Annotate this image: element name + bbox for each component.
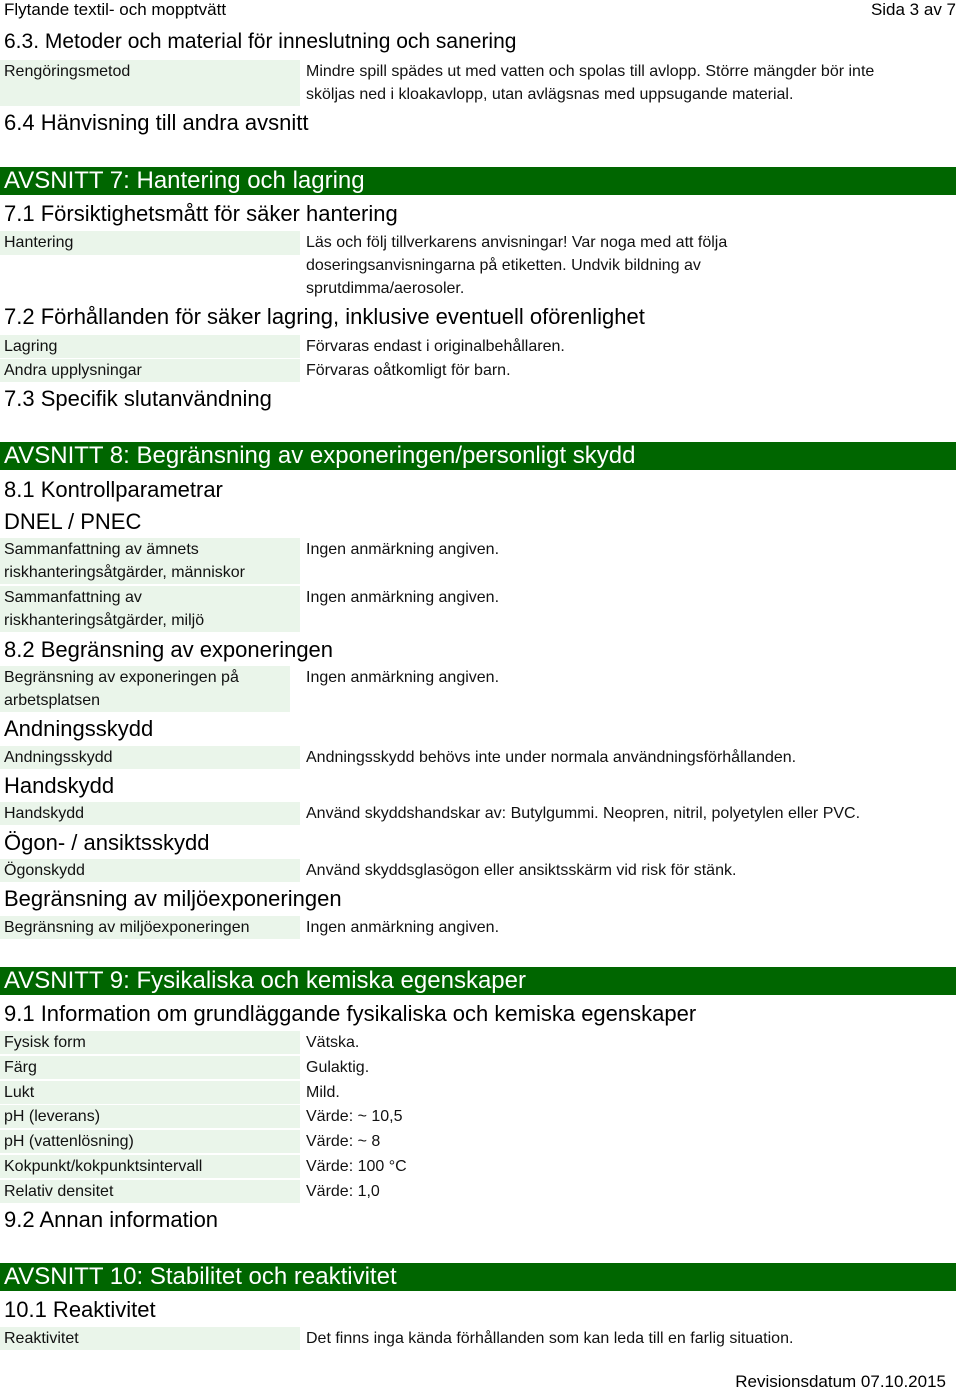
value-lukt: Mild. — [306, 1084, 340, 1101]
value-kokpunkt: Värde: 100 °C — [306, 1158, 407, 1175]
page-number: Sida 3 av 7 — [870, 0, 956, 19]
heading-7-2: 7.2 Förhållanden för säker lagring, inklusive eventuell oförenlighet — [4, 304, 645, 329]
label-sammanfattning-manniskor: Sammanfattning av ämnets riskhanteringsåtgärder, människor — [0, 538, 300, 584]
value-ogonskydd: Använd skyddsglasögon eller ansiktsskärm vid risk för stänk. — [306, 862, 737, 879]
label-relativ-densitet: Relativ densitet — [0, 1180, 300, 1203]
label-handskydd: Handskydd — [0, 802, 300, 825]
section-9-banner: AVSNITT 9: Fysikaliska och kemiska egenskaper — [0, 967, 956, 995]
heading-dnel-pnec: DNEL / PNEC — [4, 509, 142, 534]
value-fysisk-form: Vätska. — [306, 1034, 360, 1051]
heading-7-1: 7.1 Försiktighetsmått för säker hantering — [4, 201, 398, 226]
heading-andningsskydd: Andningsskydd — [4, 716, 154, 741]
value-handskydd: Använd skyddshandskar av: Butylgummi. Neopren, nitril, polyetylen eller PVC. — [306, 805, 861, 822]
value-begransning-arbetsplatsen: Ingen anmärkning angiven. — [306, 669, 500, 686]
label-begransning-arbetsplatsen: Begränsning av exponeringen på arbetsplatsen — [0, 666, 290, 712]
label-miljoexponering: Begränsning av miljöexponeringen — [0, 916, 300, 939]
label-ph-vattenlosning: pH (vattenlösning) — [0, 1130, 300, 1153]
heading-handskydd: Handskydd — [4, 773, 115, 798]
heading-8-1: 8.1 Kontrollparametrar — [4, 477, 223, 502]
section-10-banner: AVSNITT 10: Stabilitet och reaktivitet — [0, 1263, 956, 1291]
heading-9-2: 9.2 Annan information — [4, 1207, 219, 1232]
value-miljoexponering: Ingen anmärkning angiven. — [306, 919, 500, 936]
heading-6-4: 6.4 Hänvisning till andra avsnitt — [4, 110, 309, 135]
heading-9-1: 9.1 Information om grundläggande fysikaliska och kemiska egenskaper — [4, 1001, 697, 1026]
heading-miljoexponering: Begränsning av miljöexponeringen — [4, 886, 342, 911]
value-ph-leverans: Värde: ~ 10,5 — [306, 1108, 403, 1125]
label-farg: Färg — [0, 1056, 300, 1079]
document-title: Flytande textil- och mopptvätt — [4, 0, 227, 19]
value-hantering: Läs och följ tillverkarens anvisningar! Var noga med att följa doseringsanvisningarna på etiketten. Undvik bildning av sprutdimma/aerosoler. — [306, 234, 728, 297]
section-7-banner: AVSNITT 7: Hantering och lagring — [0, 167, 956, 195]
value-rengoringsmetod: Mindre spill spädes ut med vatten och spolas till avlopp. Större mängder bör inte sköljas ned i kloakavlopp, utan avlägsnas med uppsugande material. — [306, 63, 875, 103]
label-hantering: Hantering — [0, 231, 300, 255]
value-ph-vattenlosning: Värde: ~ 8 — [306, 1133, 381, 1150]
value-lagring: Förvaras endast i originalbehållaren. — [306, 338, 565, 355]
value-farg: Gulaktig. — [306, 1059, 370, 1076]
label-sammanfattning-miljo: Sammanfattning av riskhanteringsåtgärder, miljö — [0, 586, 300, 632]
heading-10-1: 10.1 Reaktivitet — [4, 1297, 156, 1322]
label-rengoringsmetod: Rengöringsmetod — [0, 60, 300, 106]
label-andra-upplysningar: Andra upplysningar — [0, 359, 300, 382]
label-lukt: Lukt — [0, 1081, 300, 1104]
label-kokpunkt: Kokpunkt/kokpunktsintervall — [0, 1155, 300, 1178]
section-8-banner: AVSNITT 8: Begränsning av exponeringen/personligt skydd — [0, 442, 956, 470]
heading-ogon-ansiktsskydd: Ögon- / ansiktsskydd — [4, 830, 210, 855]
label-reaktivitet: Reaktivitet — [0, 1327, 300, 1350]
value-andra-upplysningar: Förvaras oåtkomligt för barn. — [306, 362, 511, 379]
heading-6-3: 6.3. Metoder och material för inneslutning och sanering — [4, 30, 517, 53]
label-ogonskydd: Ögonskydd — [0, 859, 300, 882]
revision-date: Revisionsdatum 07.10.2015 — [735, 1372, 946, 1391]
value-reaktivitet: Det finns inga kända förhållanden som kan leda till en farlig situation. — [306, 1330, 794, 1347]
label-lagring: Lagring — [0, 335, 300, 358]
value-andningsskydd: Andningsskydd behövs inte under normala användningsförhållanden. — [306, 749, 797, 766]
heading-8-2: 8.2 Begränsning av exponeringen — [4, 637, 334, 662]
value-relativ-densitet: Värde: 1,0 — [306, 1183, 380, 1200]
label-andningsskydd: Andningsskydd — [0, 746, 300, 769]
label-fysisk-form: Fysisk form — [0, 1031, 300, 1054]
heading-7-3: 7.3 Specifik slutanvändning — [4, 386, 272, 411]
label-ph-leverans: pH (leverans) — [0, 1105, 300, 1128]
value-sammanfattning-manniskor: Ingen anmärkning angiven. — [306, 541, 500, 558]
value-sammanfattning-miljo: Ingen anmärkning angiven. — [306, 589, 500, 606]
